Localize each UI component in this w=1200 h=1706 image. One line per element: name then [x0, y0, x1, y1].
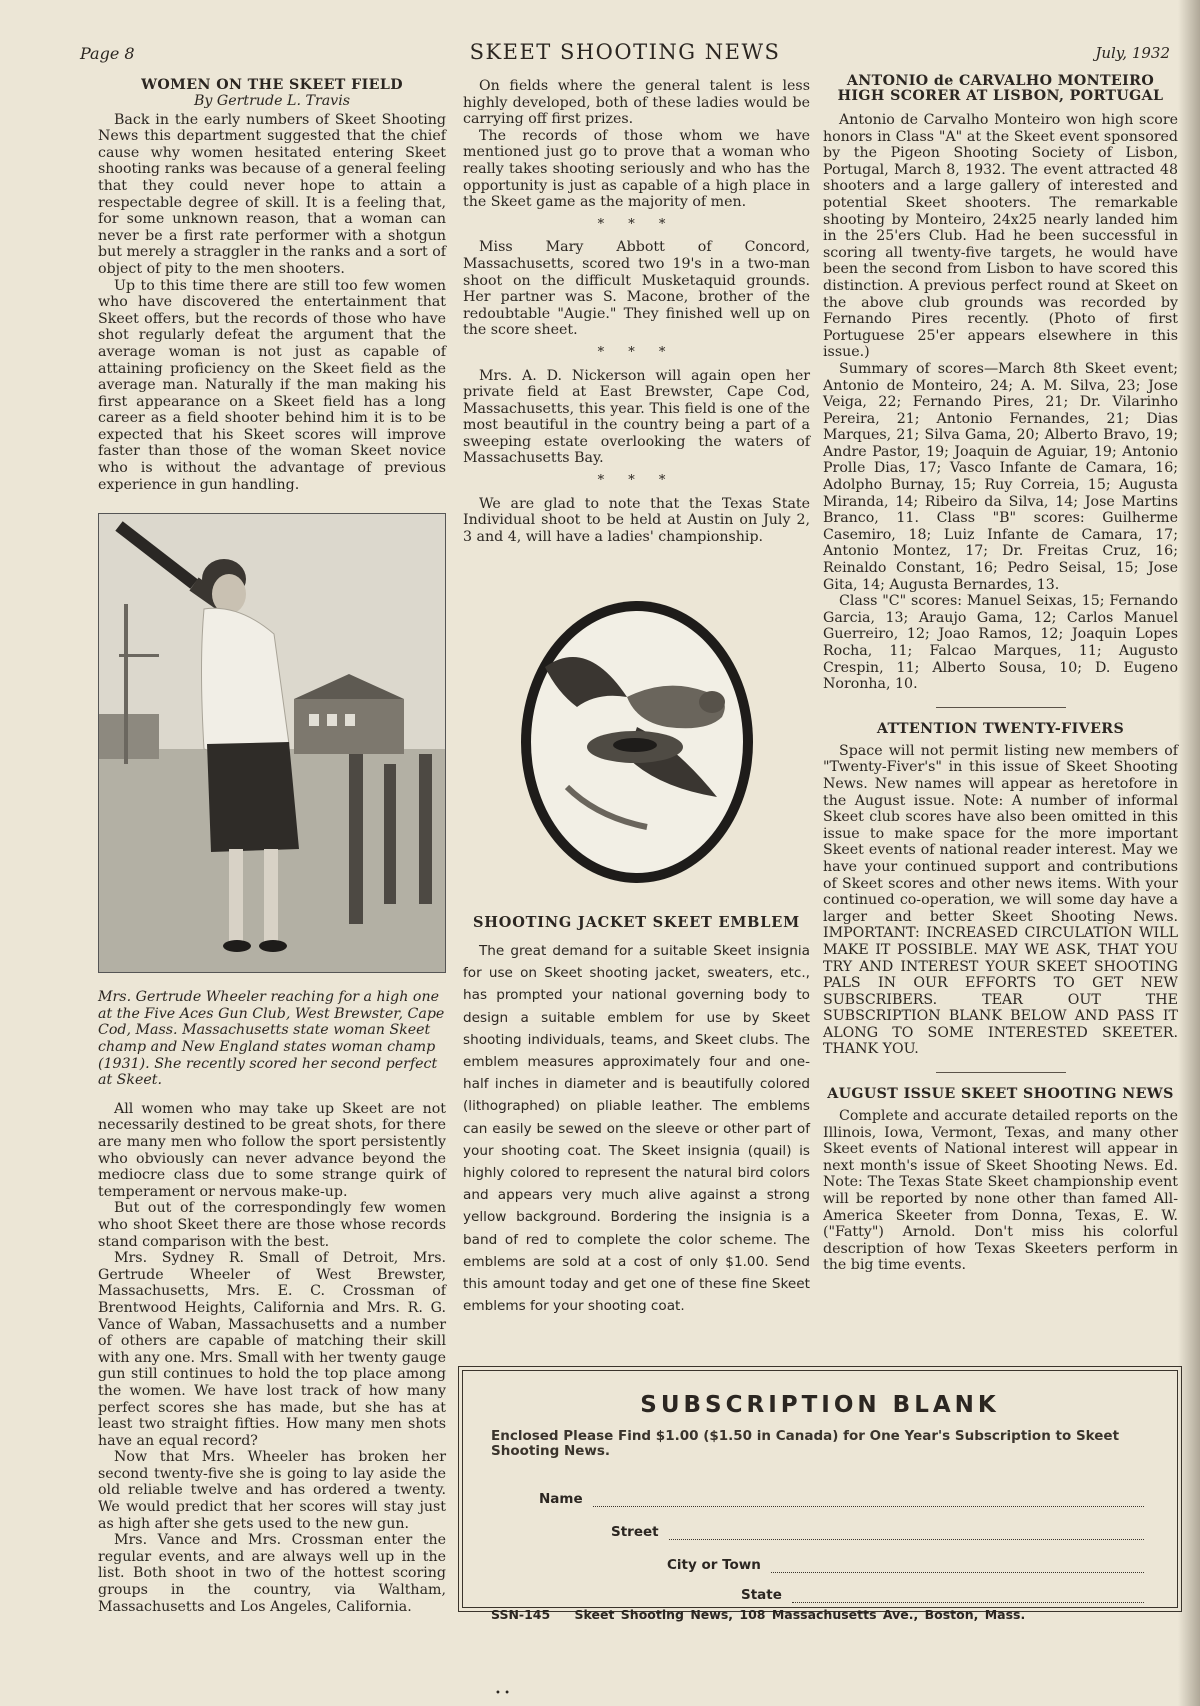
mailing-address: Skeet Shooting News, 108 Massachusetts Ave., Boston, Mass. [574, 1607, 1026, 1622]
form-code: SSN-145 [491, 1607, 551, 1622]
headline-monteiro: ANTONIO de CARVALHO MONTEIRO HIGH SCORER AT LISBON, PORTUGAL [837, 73, 1164, 104]
city-fill-line[interactable] [771, 1560, 1144, 1573]
subscription-blank [462, 1370, 1178, 1622]
section-divider-stars: * * * [597, 473, 676, 489]
folio-mark: • • [495, 1688, 510, 1699]
headline-emblem: SHOOTING JACKET SKEET EMBLEM [473, 914, 800, 932]
city-field[interactable] [667, 1555, 1144, 1573]
street-fill-line[interactable] [669, 1527, 1144, 1540]
headline-women-skeet: WOMEN ON THE SKEET FIELD [141, 77, 403, 93]
street-field[interactable] [611, 1522, 1144, 1540]
page-edge-shadow [1178, 0, 1200, 1706]
name-field[interactable] [539, 1489, 1144, 1507]
subscription-title: SUBSCRIPTION BLANK [640, 1392, 1000, 1418]
section-divider-stars: * * * [597, 216, 676, 232]
byline: By Gertrude L. Travis [193, 93, 351, 109]
column-2 [463, 78, 810, 1317]
paragraph: The records of those whom we have mentioned just go to prove that a woman who really takes shooting seriously and who has the opportunity is just as capable of a high place in the Skeet game as the majority of men. [463, 127, 810, 211]
column-1 [98, 78, 446, 1615]
paragraph: Complete and accurate detailed reports on the Illinois, Iowa, Vermont, Texas, and many other Skeet events of National interest will appear in next month's issue of Skeet Shooting News. Ed. Note: The Texas State Skeet championship event will be reported by none other than famed All-America Skeeter from Donna, Texas, E. W. ("Fatty") Arnold. Don't miss his colorful description of how Texas Skeeters perform in the big time events. [823, 1108, 1178, 1274]
paragraph: Mrs. Sydney R. Small of Detroit, Mrs. Gertrude Wheeler of West Brewster, Massachusetts, Mrs. E. C. Crossman of Brentwood Heights, California and Mrs. R. G. Vance of Waban, Massachusetts and a number of others are capable of matching their skill with any one. Mrs. Small with her twenty gauge gun still continues to hold the top place among the women. We have lost track of how many perfect scores she has made, but she has at least two straight fifties. How many men shots have an equal record? [98, 1250, 446, 1449]
state-fill-line[interactable] [792, 1590, 1144, 1603]
paragraph: We are glad to note that the Texas State Individual shoot to be held at Austin on July 2, 3 and 4, will have a ladies' championship. [463, 495, 810, 545]
headline-twenty-fivers: ATTENTION TWENTY-FIVERS [876, 720, 1125, 737]
state-field[interactable] [741, 1585, 1144, 1603]
paragraph: Mrs. A. D. Nickerson will again open her private field at East Brewster, Cape Cod, Massachusetts, this year. This field is one of the most beautiful in the country being a part of a sweeping estate overlooking the waters of Massachusetts Bay. [463, 367, 810, 467]
paragraph: But out of the correspondingly few women who shoot Skeet there are those whose records stand comparison with the best. [98, 1200, 446, 1250]
photo-caption: Mrs. Gertrude Wheeler reaching for a high one at the Five Aces Gun Club, West Brewster, Cape Cod, Mass. Massachusetts state woman Skeet champ and New England states woman champ (1931). She recently scored her second perfect at Skeet. [98, 989, 445, 1089]
name-fill-line[interactable] [593, 1494, 1144, 1507]
paragraph: Antonio de Carvalho Monteiro won high score honors in Class "A" at the Skeet event sponsored by the Pigeon Shooting Society of Lisbon, Portugal, March 8, 1932. The event attracted 48 shooters and a large gallery of interested and potential Skeet shooters. The remarkable shooting by Monteiro, 24x25 nearly landed him in the 25'ers Club. Had he been successful in scoring all twenty-five targets, he would have been the second from Lisbon to have scored this distinction. A previous perfect round at Skeet on the above club grounds was recorded by Fernando Pires recently. (Photo of first Portuguese 25'er appears elsewhere in this issue.) [823, 112, 1178, 361]
paragraph: Back in the early numbers of Skeet Shooting News this department suggested that the chief cause why women hesitated entering Skeet shooting ranks was because of a general feeling that they could never hope to attain a respectable degree of skill. It is a feeling that, for some unknown reason, that a woman can never be a first rate performer with a shotgun but merely a straggler in the ranks and a sort of object of pity to the men shooters. [98, 111, 446, 277]
subscription-footer [491, 1607, 1043, 1622]
paragraph: Now that Mrs. Wheeler has broken her second twenty-five she is going to lay aside the old reliable twelve and has ordered a twenty. We would predict that her scores will stay just as high after she gets used to the new gun. [98, 1449, 446, 1532]
street-label: Street [611, 1524, 659, 1540]
column-3 [823, 74, 1178, 1274]
city-label: City or Town [667, 1557, 761, 1573]
subscription-intro: Enclosed Please Find $1.00 ($1.50 in Canada) for One Year's Subscription to Skeet Shooting News. [491, 1428, 1120, 1459]
paragraph: Miss Mary Abbott of Concord, Massachusetts, scored two 19's in a two-man shoot on the difficult Musketaquid grounds. Her partner was S. Macone, brother of the redoubtable "Augie." They finished well up on the score sheet. [463, 239, 810, 339]
quail-emblem-icon [517, 597, 757, 887]
name-label: Name [539, 1491, 583, 1507]
paragraph: Up to this time there are still too few women who have discovered the entertainment that Skeet offers, but the records of those who have shot regularly defeat the argument that the average woman is not just as capable of attaining proficiency on the Skeet field as the average man. Naturally if the man making his first appearance on a Skeet field has a long career as a field shooter behind him it is to be expected that his Skeet scores will improve faster than those of the woman Skeet novice who is without the advantage of previous experience in gun handling. [98, 277, 446, 493]
headline-august-issue: AUGUST ISSUE SKEET SHOOTING NEWS [827, 1086, 1174, 1103]
paragraph: Summary of scores—March 8th Skeet event; Antonio de Monteiro, 24; A. M. Silva, 23; Jose Veiga, 22; Fernando Pires, 21; Dr. Vilarinho Pereira, 21; Antonio Fernandes, 21; Dias Marques, 21; Silva Gama, 20; Alberto Bravo, 19; Andre Pastor, 19; Joaquin de Aguiar, 19; Antonio Prolle Dias, 17; Vasco Infante de Camara, 16; Adolpho Burnay, 15; Ruy Correia, 15; Augusta Miranda, 14; Ribeiro da Silva, 14; Jose Martins Branco, 11. Class "B" scores: Guilherme Casemiro, 18; Luiz Infante de Camara, 17; Antonio Montez, 17; Dr. Freitas Cruz, 16; Reinaldo Constant, 16; Pedro Seisal, 15; Jose Gita, 14; Augusta Bernardes, 13. [823, 360, 1178, 593]
issue-date: July, 1932 [1095, 44, 1170, 62]
publication-title: SKEET SHOOTING NEWS [469, 40, 781, 64]
photo-woman-shooter [98, 513, 446, 973]
paragraph: Class "C" scores: Manuel Seixas, 15; Fernando Garcia, 13; Araujo Gama, 12; Carlos Manuel Guerreiro, 12; Joao Ramos, 12; Joaquin Lopes Rocha, 11; Falcao Marques, 11; Augusto Crespin, 11; Alberto Sousa, 10; D. Eugeno Noronha, 10. [823, 593, 1178, 693]
paragraph-emblem: The great demand for a suitable Skeet insignia for use on Skeet shooting jacket, sweaters, etc., has prompted your national governing body to design a suitable emblem for use by Skeet shooting individuals, teams, and Skeet clubs. The emblem measures approximately four and one-half inches in diameter and is beautifully colored (lithographed) on pliable leather. The emblems can easily be sewed on the sleeve or other part of your shooting coat. The Skeet insignia (quail) is highly colored to represent the natural bird colors and appears very much alive against a strong yellow background. Bordering the insignia is a band of red to complete the color scheme. The emblems are sold at a cost of only $1.00. Send this amount today and get one of these fine Skeet emblems for your shooting coat. [463, 943, 810, 1315]
skeet-emblem-image [517, 597, 757, 887]
paragraph: All women who may take up Skeet are not necessarily destined to be great shots, for there are many men who follow the sport persistently who obviously can never advance beyond the mediocre class due to some strange quirk of temperament or nervous make-up. [98, 1100, 446, 1200]
page-number: Page 8 [80, 44, 135, 63]
section-rule [936, 707, 1066, 708]
paragraph: On fields where the general talent is less highly developed, both of these ladies would be carrying off first prizes. [463, 78, 810, 128]
shooter-illustration [99, 514, 445, 972]
section-divider-stars: * * * [597, 344, 676, 360]
paragraph: Mrs. Vance and Mrs. Crossman enter the regular events, and are always well up in the list. Both shoot in two of the hottest scoring groups in the country, via Waltham, Massachusetts and Los Angeles, California. [98, 1532, 446, 1615]
running-head [80, 40, 1170, 66]
section-rule [936, 1072, 1066, 1073]
state-label: State [741, 1587, 782, 1603]
paragraph: Space will not permit listing new members of "Twenty-Fiver's" in this issue of Skeet Shooting News. New names will appear as heretofore in the August issue. Note: A number of informal Skeet club scores have also been omitted in this issue to make space for the more important Skeet events of national reader interest. May we have your continued support and contributions of Skeet scores and other news items. With your continued co-operation, we will some day have a larger and better Skeet Shooting News. IMPORTANT: INCREASED CIRCULATION WILL MAKE IT POSSIBLE. MAY WE ASK, THAT YOU TRY AND INTEREST YOUR SKEET SHOOTING PALS IN OUR EFFORTS TO GET NEW SUBSCRIBERS. TEAR OUT THE SUBSCRIPTION BLANK BELOW AND PASS IT ALONG TO SOME INTERESTED SKEETER. THANK YOU. [823, 742, 1178, 1058]
